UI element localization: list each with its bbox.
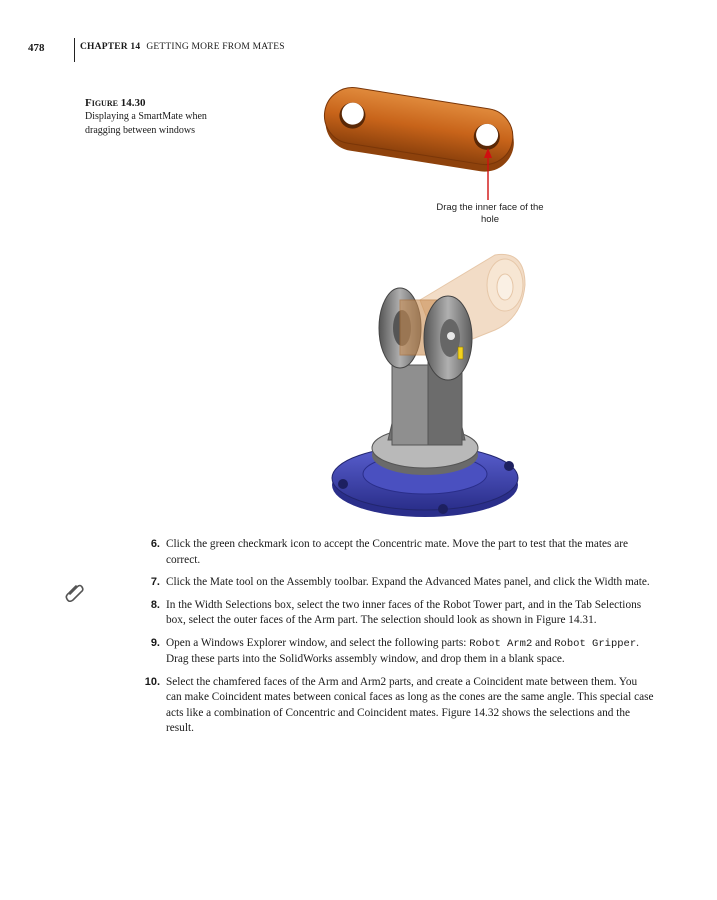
step-number: 10. (144, 675, 160, 688)
step-number: 6. (150, 538, 160, 550)
page-number: 478 (28, 42, 45, 54)
figure-label: Figure 14.30 (85, 97, 146, 109)
step-item (140, 598, 655, 629)
step-number: 8. (150, 598, 160, 611)
step-text: Click the Mate tool on the Assembly toolbar. Expand the Advanced Mates panel, and click the Width mate. (166, 576, 650, 588)
chapter-number: CHAPTER 14 (80, 42, 141, 52)
robot-tower (372, 360, 478, 475)
figure-caption-text: Displaying a SmartMate when dragging between windows (85, 111, 207, 136)
step-number: 7. (150, 576, 160, 588)
step-text: In the Width Selections box, select the two inner faces of the Robot Tower part, and in the Tab Selections box, select the outer faces of the Arm part. The selection should look as shown in Figure 14.31. (166, 598, 642, 626)
code-part-name: Robot Gripper (554, 637, 637, 650)
step-text: Select the chamfered faces of the Arm and Arm2 parts, and create a Coincident mate between them. You can make Coincident mates between conical faces as long as the cones are the same angle. This special case acts like a combination of Concentric and Coincident mates. Figure 14.32 shows the selections and the result. (166, 675, 654, 734)
paperclip-icon (64, 580, 86, 602)
callout-label: Drag the inner face of the hole (436, 202, 544, 225)
step-item (140, 636, 655, 668)
step-item (140, 537, 655, 568)
chapter-title: GETTING MORE FROM MATES (146, 42, 285, 52)
step-item (140, 575, 655, 591)
step-item (140, 675, 655, 737)
step-text: Click the green checkmark icon to accept the Concentric mate. Move the part to test that the mates are correct. (166, 538, 629, 566)
code-part-name: Robot Arm2 (469, 637, 533, 650)
step-text: Open a Windows Explorer window, and select the following parts: Robot Arm2 and Robot Gripper. Drag these parts into the SolidWorks assembly window, and drop them in a blank space. (166, 636, 639, 665)
step-number: 9. (150, 636, 160, 649)
arm-link (319, 84, 518, 176)
step-list (140, 537, 655, 744)
